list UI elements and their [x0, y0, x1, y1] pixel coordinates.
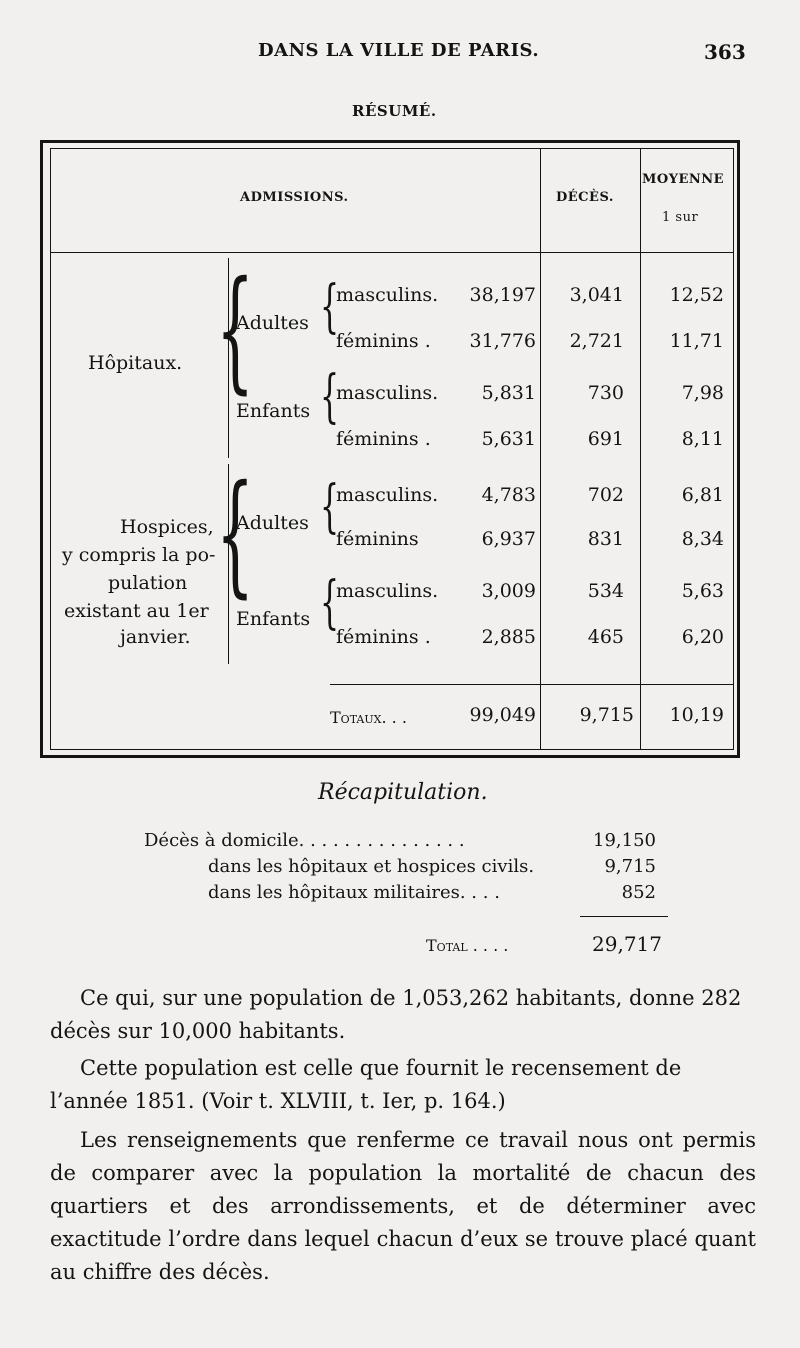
recap-total-label: Total . . . . [426, 936, 509, 955]
column-rule-moyenne [640, 148, 641, 750]
group-hospices-line4: existant au 1er [64, 600, 209, 622]
row-label: féminins . [336, 330, 431, 352]
row-admissions: 38,197 [469, 284, 536, 306]
row-admissions: 3,009 [481, 580, 536, 602]
totals-deces: 9,715 [579, 704, 634, 726]
brace-adultes-hospices: { [320, 474, 340, 541]
brace-adultes-hopitaux: { [320, 274, 340, 341]
brace-hospices: { [216, 458, 255, 612]
row-label: masculins. [336, 580, 439, 602]
subgroup-adultes-hopitaux: Adultes [236, 312, 309, 334]
row-deces: 465 [587, 626, 624, 648]
bracket-line-hospices [228, 464, 229, 664]
row-label: masculins. [336, 284, 439, 306]
running-head: DANS LA VILLE DE PARIS. [258, 40, 540, 61]
row-label: féminins . [336, 626, 431, 648]
totals-admissions: 99,049 [469, 704, 536, 726]
row-label: masculins. [336, 484, 439, 506]
paragraph-recensement: Cette population est celle que fournit le recensement de l’année 1851. (Voir t. XLVIII, t. Ier, p. 164.) [50, 1056, 682, 1113]
row-deces: 831 [587, 528, 624, 550]
row-label: féminins [336, 528, 419, 550]
row-moyenne: 7,98 [681, 382, 724, 404]
row-moyenne: 6,81 [681, 484, 724, 506]
recap-total-rule [580, 916, 668, 917]
column-header-moyenne-sub: 1 sur [662, 210, 699, 225]
row-deces: 702 [587, 484, 624, 506]
paragraph-population: Ce qui, sur une population de 1,053,262 habitants, donne 282 décès sur 10,000 habitants. [50, 986, 742, 1043]
row-label: masculins. [336, 382, 439, 404]
row-moyenne: 8,11 [681, 428, 724, 450]
brace-enfants-hospices: { [320, 570, 340, 637]
bracket-line-hopitaux [228, 258, 229, 458]
paragraph-renseignements: Les renseignements que renferme ce travail nous ont permis de comparer avec la population la mortalité de chacun des quartiers et des arrondissements, et de déterminer avec exactitude l’ordre dans lequel chacun d’eux se trouve placé quant au chiffre des décès. [50, 1128, 756, 1284]
totals-rule [330, 684, 734, 685]
recap-value-domicile: 19,150 [593, 830, 656, 851]
row-admissions: 6,937 [481, 528, 536, 550]
row-moyenne: 5,63 [681, 580, 724, 602]
row-deces: 730 [587, 382, 624, 404]
row-admissions: 31,776 [469, 330, 536, 352]
row-moyenne: 8,34 [681, 528, 724, 550]
subgroup-adultes-hospices: Adultes [236, 512, 309, 534]
recap-label-domicile: Décès à domicile. . . . . . . . . . . . . . . [144, 830, 465, 851]
column-header-admissions: ADMISSIONS. [240, 190, 349, 205]
row-deces: 3,041 [569, 284, 624, 306]
group-hospices-line5: janvier. [120, 626, 191, 648]
row-admissions: 4,783 [481, 484, 536, 506]
row-moyenne: 6,20 [681, 626, 724, 648]
subgroup-enfants-hopitaux: Enfants [236, 400, 311, 422]
header-rule [50, 252, 734, 253]
recap-total-value: 29,717 [592, 932, 662, 956]
row-deces: 2,721 [569, 330, 624, 352]
recap-label-hopitaux-civils: dans les hôpitaux et hospices civils. [208, 856, 535, 877]
recap-value-hopitaux-civils: 9,715 [604, 856, 656, 877]
row-admissions: 2,885 [481, 626, 536, 648]
brace-hopitaux: { [216, 254, 255, 408]
group-hospices-line3: pulation [108, 572, 188, 594]
row-label: féminins . [336, 428, 431, 450]
row-admissions: 5,631 [481, 428, 536, 450]
recap-title: Récapitulation. [318, 780, 488, 805]
row-moyenne: 11,71 [669, 330, 724, 352]
brace-enfants-hopitaux: { [320, 364, 340, 431]
totals-label: Totaux. . . [330, 708, 407, 727]
column-header-moyenne: MOYENNE [642, 172, 725, 187]
row-admissions: 5,831 [481, 382, 536, 404]
column-rule-deces [540, 148, 541, 750]
group-hospices-line1: Hospices, [120, 516, 214, 538]
row-moyenne: 12,52 [669, 284, 724, 306]
row-deces: 534 [587, 580, 624, 602]
column-header-deces: DÉCÈS. [556, 190, 614, 205]
subgroup-enfants-hospices: Enfants [236, 608, 311, 630]
recap-value-hopitaux-militaires: 852 [621, 882, 656, 903]
group-hopitaux: Hôpitaux. [88, 352, 183, 374]
recap-label-hopitaux-militaires: dans les hôpitaux militaires. . . . [208, 882, 500, 903]
group-hospices-line2: y compris la po- [62, 544, 216, 566]
totals-moyenne: 10,19 [669, 704, 724, 726]
page-number: 363 [704, 40, 746, 64]
section-title: RÉSUMÉ. [352, 102, 437, 120]
row-deces: 691 [587, 428, 624, 450]
